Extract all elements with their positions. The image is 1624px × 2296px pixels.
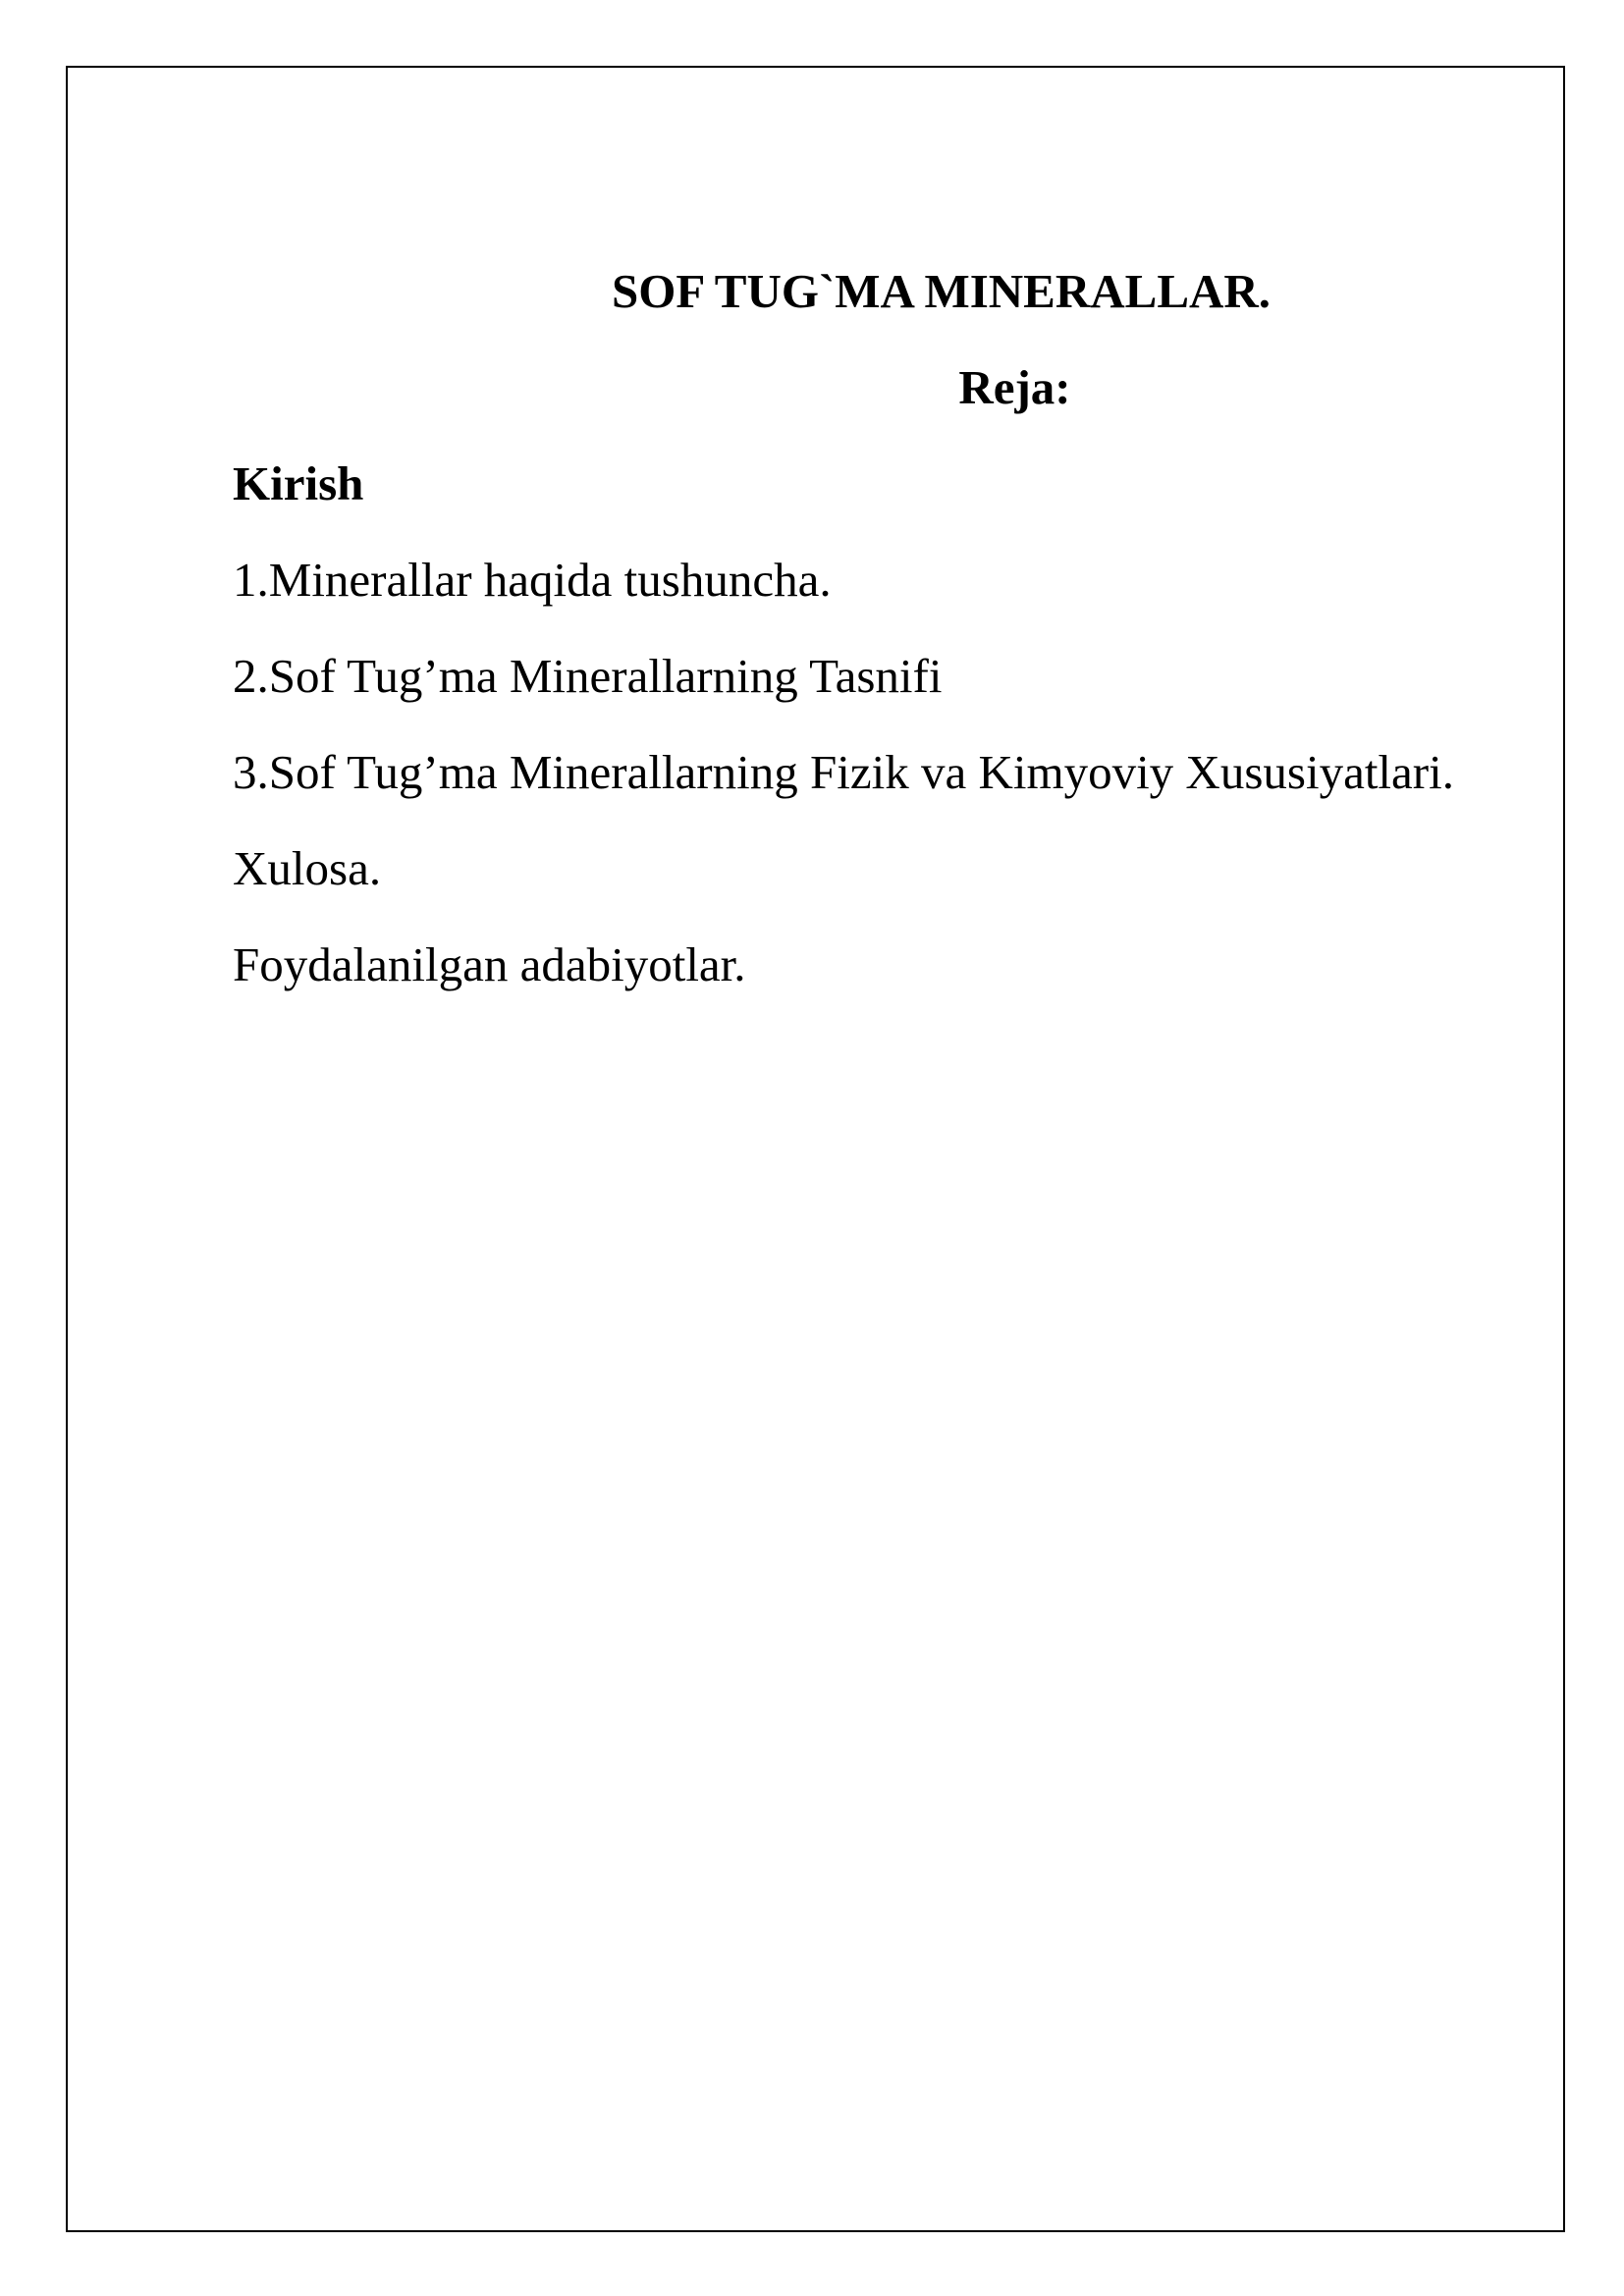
document-title: SOF TUG`MA MINERALLAR.: [611, 264, 1272, 318]
plan-item: 2.Sof Tug’ma Minerallarning Tasnifi: [233, 649, 943, 703]
intro-heading: Kirish: [233, 456, 364, 510]
plan-heading: Reja:: [958, 360, 1071, 414]
plan-item: 1.Minerallar haqida tushuncha.: [233, 553, 832, 607]
plan-item: Foydalanilgan adabiyotlar.: [233, 937, 746, 991]
document-body: [233, 257, 1512, 999]
plan-item: Xulosa.: [233, 841, 382, 895]
plan-item: 3.Sof Tug’ma Minerallarning Fizik va Kimyoviy Xususiyatlari.: [233, 745, 1454, 799]
